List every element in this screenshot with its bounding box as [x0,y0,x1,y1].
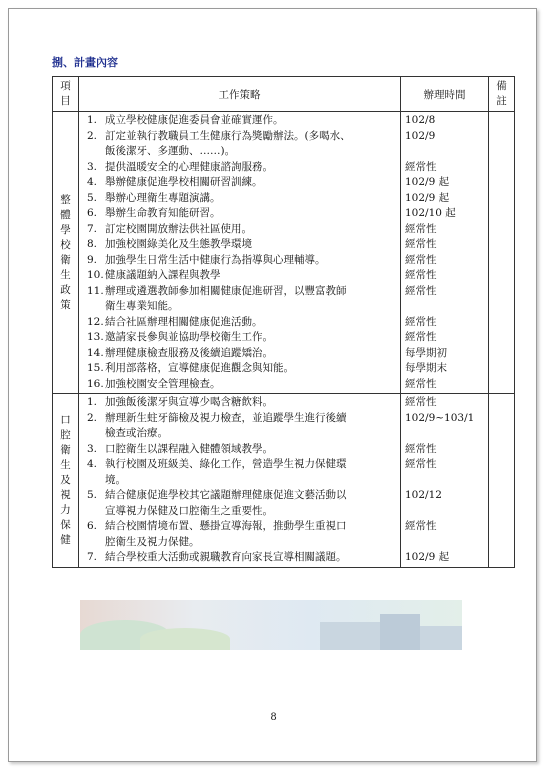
school-banner-image [80,600,462,650]
item-number: 2. [87,129,98,142]
strategy-cell [79,112,401,394]
strategy-line [87,191,396,207]
strategy-text: 結合健康促進學校其它議題辦理健康促進文藝活動以 [105,489,347,501]
time-value: 每學期末 [405,362,447,374]
strategy-line [87,550,396,566]
strategy-line [87,315,396,331]
time-value: 102/12 [405,489,442,501]
time-value [405,144,488,160]
strategy-text: 訂定並執行教職員工生健康行為獎勵辦法。(多喝水、 [105,129,351,142]
strategy-line [87,284,396,300]
item-number: 3. [87,160,98,173]
strategy-cell [79,394,401,568]
time-value [405,535,488,551]
strategy-text: 加強校園安全管理檢查。 [105,377,221,390]
strategy-line [87,426,396,442]
strategy-text: 檢查或治療。 [105,427,168,439]
time-value: 102/9 起 [405,191,450,204]
item-number: 2. [87,411,98,424]
item-number: 6. [87,520,98,532]
time-value: 經常性 [405,442,437,455]
strategy-line [87,144,396,160]
strategy-text: 腔衛生及視力保健。 [105,535,200,548]
time-value: 經常性 [405,396,437,408]
item-number: 4. [87,176,98,188]
time-value: 102/9 [405,129,436,142]
strategy-line [87,346,396,362]
strategy-text: 結合學校重大活動或親職教育向家長宣導相關議題。 [105,551,347,563]
strategy-line [87,222,396,238]
time-value: 經常性 [405,331,437,343]
strategy-line [87,113,396,129]
strategy-text: 口腔衛生以課程融入健體領域教學。 [105,442,273,455]
strategy-line [87,268,396,284]
strategy-line [87,457,396,473]
strategy-line [87,377,396,393]
category-cell [53,394,79,568]
strategy-line [87,129,396,145]
time-value: 102/10 起 [405,207,456,219]
item-number: 7. [87,551,98,563]
strategy-text: 辦理新生蛀牙篩檢及視力檢查，並追蹤學生進行後續 [105,411,347,424]
item-number [87,535,105,551]
time-value: 每學期初 [405,346,447,359]
strategy-line [87,361,396,377]
item-number: 3. [87,442,98,455]
strategy-line [87,206,396,222]
item-number [87,144,105,160]
time-value: 102/9~103/1 [405,411,475,424]
item-number [87,426,105,442]
strategy-text: 提供溫暖安全的心理健康諮詢服務。 [105,160,273,173]
strategy-line [87,473,396,489]
header-time: 辦理時間 [401,77,489,112]
strategy-text: 執行校園及班級美、綠化工作，營造學生視力保健環 [105,458,347,470]
strategy-line [87,535,396,551]
category-label: 整 體 學 校 衛 生 政 策 [60,193,71,311]
header-item [53,77,79,112]
item-number [87,299,105,315]
section-heading: 捌、計畫內容 [52,56,118,69]
strategy-text: 舉辦健康促進學校相關研習訓練。 [105,176,263,188]
header-note [489,77,515,112]
item-number: 16. [87,377,104,390]
strategy-line [87,504,396,520]
item-number: 6. [87,207,98,219]
strategy-text: 成立學校健康促進委員會並確實運作。 [105,114,284,126]
note-cell [489,394,515,568]
time-value: 經常性 [405,238,437,250]
time-value: 102/9 起 [405,551,450,563]
plan-table [52,76,515,568]
strategy-line [87,299,396,315]
time-value: 經常性 [405,284,437,297]
time-cell [401,112,489,394]
strategy-text: 辦理或遴選教師參加相關健康促進研習，以豐富教師 [105,284,347,297]
strategy-text: 舉辦生命教育知能研習。 [105,207,221,219]
strategy-text: 邀請家長參與並協助學校衛生工作。 [105,331,273,343]
item-number: 4. [87,458,98,470]
table-row [53,394,515,568]
time-value: 102/9 起 [405,176,450,188]
time-cell [401,394,489,568]
time-value: 經常性 [405,458,437,470]
item-number [87,473,105,489]
time-value: 經常性 [405,160,437,173]
item-number: 5. [87,191,98,204]
category-cell [53,112,79,394]
strategy-text: 宣導視力保健及口腔衛生之重要性。 [105,504,273,517]
category-label: 口 腔 衛 生 及 視 力 保 健 [60,413,71,546]
strategy-text: 結合校園情境布置、懸掛宣導海報，推動學生重視口 [105,520,347,532]
time-value: 經常性 [405,315,437,328]
item-number: 12. [87,315,104,328]
strategy-text: 訂定校園開放辦法供社區使用。 [105,222,252,235]
strategy-text: 衛生專業知能。 [105,300,179,312]
item-number: 15. [87,362,104,374]
strategy-line [87,411,396,427]
item-number: 9. [87,253,98,266]
time-value: 經常性 [405,269,437,281]
strategy-text: 加強學生日常生活中健康行為指導與心理輔導。 [105,253,326,266]
strategy-text: 健康議題納入課程與教學 [105,269,221,281]
time-value: 102/8 [405,114,436,126]
table-row [53,112,515,394]
time-value: 經常性 [405,253,437,266]
time-value [405,299,488,315]
item-number: 7. [87,222,98,235]
strategy-line [87,253,396,269]
header-strategy: 工作策略 [79,77,401,112]
strategy-line [87,442,396,458]
strategy-line [87,160,396,176]
strategy-line [87,330,396,346]
strategy-text: 加強飯後潔牙與宣導少喝含糖飲料。 [105,396,273,408]
strategy-text: 境。 [105,473,126,486]
time-value: 經常性 [405,222,437,235]
table-header-row [53,77,515,112]
item-number: 1. [87,114,98,126]
strategy-text: 飯後潔牙、多運動、……)。 [105,145,236,157]
strategy-line [87,237,396,253]
strategy-line [87,519,396,535]
item-number: 8. [87,238,98,250]
header-note-label: 備 註 [496,80,507,107]
strategy-text: 加強校園綠美化及生態教學環境 [105,238,252,250]
time-value: 經常性 [405,520,437,532]
time-value [405,473,488,489]
item-number: 10. [87,269,104,281]
strategy-text: 結合社區辦理相關健康促進活動。 [105,315,263,328]
time-value [405,504,488,520]
strategy-text: 舉辦心理衛生專題演講。 [105,191,221,204]
strategy-text: 辦理健康檢查服務及後續追蹤矯治。 [105,346,273,359]
item-number: 13. [87,331,104,343]
item-number [87,504,105,520]
strategy-text: 利用部落格，宣導健康促進觀念與知能。 [105,362,294,374]
time-value [405,426,488,442]
strategy-line [87,175,396,191]
item-number: 5. [87,489,98,501]
page-number: 8 [270,712,277,723]
note-cell [489,112,515,394]
strategy-line [87,488,396,504]
item-number: 14. [87,346,104,359]
item-number: 1. [87,396,98,408]
time-value: 經常性 [405,377,437,390]
item-number: 11. [87,284,104,297]
header-item-label: 項 目 [60,80,71,107]
strategy-line [87,395,396,411]
